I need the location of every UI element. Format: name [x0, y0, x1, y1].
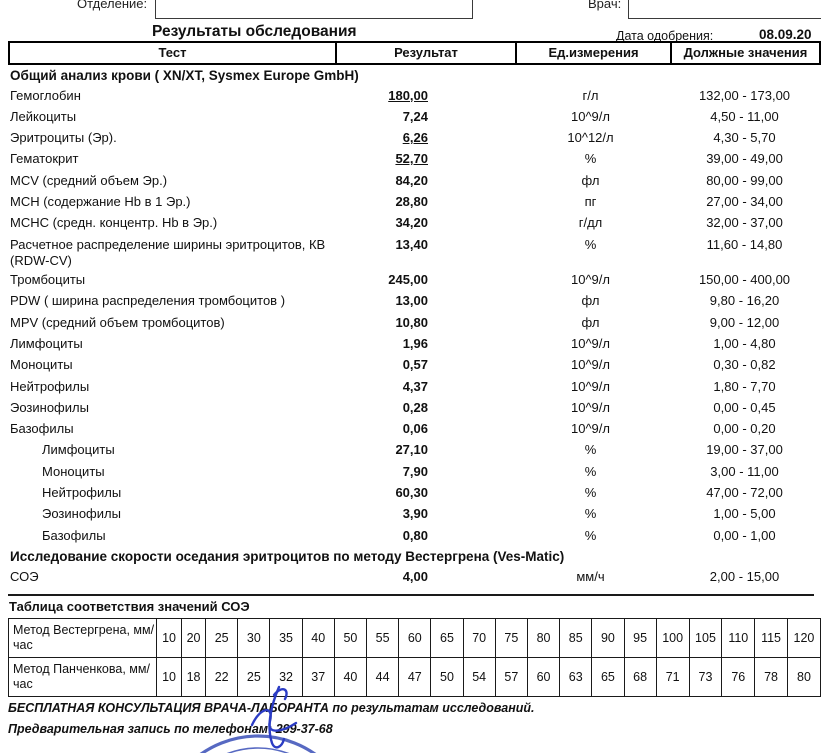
- unit-value: пг: [584, 193, 597, 209]
- table-row: [8, 376, 821, 397]
- soe-value: 18: [182, 658, 206, 697]
- soe-value: 55: [367, 619, 399, 658]
- soe-value: 65: [431, 619, 463, 658]
- unit-value: %: [584, 527, 597, 543]
- column-header: Тест: [158, 45, 187, 60]
- reference-range: 9,80 - 16,20: [709, 293, 780, 309]
- soe-method-label: Метод Вестергрена, мм/час: [9, 619, 157, 658]
- results-table: [8, 41, 821, 588]
- unit-value: 10^9/л: [571, 272, 610, 288]
- table-row: [8, 397, 821, 418]
- soe-value: 10: [157, 619, 182, 658]
- soe-correspondence-block: [8, 599, 821, 697]
- reference-range: 1,00 - 5,00: [713, 506, 776, 522]
- soe-table-body: [9, 619, 821, 697]
- soe-value: 80: [527, 619, 559, 658]
- section-title: Общий анализ крови ( XN/XT, Sysmex Europe GmbH): [10, 68, 359, 83]
- test-name: PDW ( ширина распределения тромбоцитов ): [10, 293, 286, 309]
- test-name: MCHC (средн. концентр. Hb в Эр.): [10, 215, 218, 231]
- result-value: 13,40: [395, 236, 428, 252]
- test-name: Эритроциты (Эр).: [10, 130, 117, 146]
- table-row: [8, 333, 821, 354]
- soe-value: 60: [399, 619, 431, 658]
- unit-value: 10^9/л: [571, 335, 610, 351]
- soe-value: 78: [755, 658, 788, 697]
- table-row: [8, 483, 821, 504]
- soe-value: 63: [560, 658, 592, 697]
- doctor-label: Врач:: [588, 0, 622, 11]
- soe-value: 20: [182, 619, 206, 658]
- test-name: Базофилы: [10, 421, 74, 437]
- soe-value: 100: [656, 619, 689, 658]
- soe-value: 35: [270, 619, 302, 658]
- reference-range: 4,50 - 11,00: [710, 108, 779, 124]
- test-name: Гематокрит: [10, 151, 79, 167]
- table-row: [8, 106, 821, 127]
- soe-value: 73: [689, 658, 722, 697]
- table-row: [8, 149, 821, 170]
- unit-value: 10^9/л: [571, 108, 610, 124]
- table-row: [8, 440, 821, 461]
- soe-value: 120: [787, 619, 820, 658]
- result-value: 4,37: [402, 378, 428, 394]
- test-name: Базофилы: [42, 527, 106, 543]
- table-row: [8, 234, 821, 270]
- result-value: 27,10: [395, 442, 428, 458]
- table-row: [8, 85, 821, 106]
- unit-value: 10^9/л: [571, 399, 610, 415]
- soe-value: 70: [463, 619, 495, 658]
- unit-value: 10^9/л: [571, 378, 610, 394]
- test-name: Лейкоциты: [10, 108, 77, 124]
- result-value: 13,00: [395, 293, 428, 309]
- soe-value: 105: [689, 619, 722, 658]
- test-name: Лимфоциты: [10, 335, 83, 351]
- table-row: [8, 270, 821, 291]
- result-value: 7,24: [402, 108, 428, 124]
- test-name: Нейтрофилы: [42, 485, 122, 501]
- table-row: [8, 312, 821, 333]
- result-value: 10,80: [395, 314, 428, 330]
- reference-range: 1,80 - 7,70: [713, 378, 776, 394]
- unit-value: фл: [581, 172, 600, 188]
- table-row: [8, 355, 821, 376]
- table-row: [8, 566, 821, 587]
- test-name: Моноциты: [42, 463, 105, 479]
- unit-value: %: [584, 236, 597, 252]
- reference-range: 19,00 - 37,00: [706, 442, 783, 458]
- soe-value: 95: [624, 619, 656, 658]
- reference-range: 11,60 - 14,80: [706, 236, 783, 252]
- soe-value: 22: [206, 658, 238, 697]
- unit-value: фл: [581, 314, 600, 330]
- soe-value: 37: [302, 658, 334, 697]
- test-name: MCV (средний объем Эр.): [10, 172, 168, 188]
- unit-value: %: [584, 485, 597, 501]
- unit-value: фл: [581, 293, 600, 309]
- test-name: Гемоглобин: [10, 87, 81, 103]
- section-title: Исследование скорости оседания эритроцитов по методу Вестергрена (Ves-Matic): [10, 549, 565, 565]
- soe-value: 65: [592, 658, 624, 697]
- reference-range: 9,00 - 12,00: [709, 314, 780, 330]
- department-input[interactable]: [155, 0, 473, 19]
- free-consultation-note: БЕСПЛАТНАЯ КОНСУЛЬТАЦИЯ ВРАЧА-ЛАБОРАНТА по результатам исследований.: [8, 701, 535, 715]
- soe-value: 85: [560, 619, 592, 658]
- column-header: Должные значения: [670, 43, 819, 63]
- unit-value: %: [584, 463, 597, 479]
- result-value: 60,30: [395, 485, 428, 501]
- table-row: [8, 170, 821, 191]
- table-row: [8, 461, 821, 482]
- table-row: [8, 504, 821, 525]
- reference-range: 0,00 - 0,45: [713, 399, 776, 415]
- table-row: [8, 291, 821, 312]
- soe-value: 40: [302, 619, 334, 658]
- approval-date-label: Дата одобрения:: [616, 29, 714, 43]
- phone-booking-note: Предварительная запись по телефонам: 299-37-68: [8, 722, 333, 736]
- table-row: [8, 128, 821, 149]
- unit-value: 10^12/л: [567, 130, 614, 146]
- soe-value: 44: [367, 658, 399, 697]
- test-name: Эозинофилы: [10, 399, 89, 415]
- test-name: Расчетное распределение ширины эритроцитов, КВ (RDW-CV): [10, 236, 326, 269]
- reference-range: 0,00 - 1,00: [713, 527, 776, 543]
- unit-value: мм/ч: [576, 568, 605, 584]
- reference-range: 132,00 - 173,00: [698, 87, 791, 103]
- result-value: 0,06: [402, 421, 428, 437]
- reference-range: 2,00 - 15,00: [709, 568, 780, 584]
- result-value: 245,00: [388, 272, 428, 288]
- reference-range: 4,30 - 5,70: [713, 130, 776, 146]
- reference-range: 0,30 - 0,82: [713, 357, 776, 373]
- reference-range: 150,00 - 400,00: [698, 272, 791, 288]
- result-value: 1,96: [402, 335, 428, 351]
- unit-value: %: [584, 151, 597, 167]
- separator-line: [8, 594, 814, 596]
- table-row: [8, 191, 821, 212]
- result-value: 34,20: [395, 215, 428, 231]
- soe-value: 90: [592, 619, 624, 658]
- test-name: MPV (средний объем тромбоцитов): [10, 314, 225, 330]
- unit-value: 10^9/л: [571, 357, 610, 373]
- table-row: [8, 419, 821, 440]
- result-value: 28,80: [395, 193, 428, 209]
- doctor-input[interactable]: [628, 0, 821, 19]
- soe-table: [8, 618, 821, 697]
- unit-value: г/дл: [578, 215, 603, 231]
- results-header-row: [8, 41, 821, 65]
- soe-value: 71: [656, 658, 689, 697]
- reference-range: 1,00 - 4,80: [713, 335, 776, 351]
- unit-value: %: [584, 442, 597, 458]
- soe-value: 57: [495, 658, 527, 697]
- result-value: 52,70: [395, 151, 428, 167]
- soe-value: 25: [206, 619, 238, 658]
- soe-value: 110: [722, 619, 755, 658]
- soe-row: [9, 658, 821, 697]
- result-value: 0,57: [402, 357, 428, 373]
- test-name: Нейтрофилы: [10, 378, 90, 394]
- reference-range: 3,00 - 11,00: [710, 463, 779, 479]
- soe-value: 80: [787, 658, 820, 697]
- soe-value: 47: [399, 658, 431, 697]
- test-name: Тромбоциты: [10, 272, 86, 288]
- result-value: 0,80: [402, 527, 428, 543]
- reference-range: 47,00 - 72,00: [706, 485, 783, 501]
- soe-value: 50: [334, 619, 366, 658]
- page-title: Результаты обследования: [152, 23, 357, 40]
- soe-value: 76: [722, 658, 755, 697]
- soe-value: 50: [431, 658, 463, 697]
- reference-range: 39,00 - 49,00: [706, 151, 783, 167]
- column-header: Ед.измерения: [515, 43, 670, 63]
- soe-value: 32: [270, 658, 302, 697]
- results-body: [8, 65, 821, 588]
- result-value: 7,90: [402, 463, 428, 479]
- soe-value: 30: [238, 619, 270, 658]
- table-row: [8, 213, 821, 234]
- test-name: MCH (содержание Hb в 1 Эр.): [10, 193, 191, 209]
- result-value: 4,00: [402, 568, 428, 584]
- result-value: 6,26: [402, 130, 428, 146]
- result-value: 180,00: [388, 87, 428, 103]
- soe-method-label: Метод Панченкова, мм/час: [9, 658, 157, 697]
- reference-range: 27,00 - 34,00: [706, 193, 783, 209]
- test-name: СОЭ: [10, 568, 39, 584]
- unit-value: %: [584, 506, 597, 522]
- soe-value: 40: [334, 658, 366, 697]
- soe-value: 75: [495, 619, 527, 658]
- unit-value: 10^9/л: [571, 421, 610, 437]
- column-header: Результат: [335, 43, 515, 63]
- result-value: 0,28: [402, 399, 428, 415]
- unit-value: г/л: [582, 87, 599, 103]
- round-seal-and-signature: [156, 681, 370, 753]
- soe-table-title: Таблица соответствия значений СОЭ: [9, 599, 250, 614]
- soe-value: 10: [157, 658, 182, 697]
- test-name: Моноциты: [10, 357, 73, 373]
- reference-range: 32,00 - 37,00: [706, 215, 783, 231]
- soe-value: 25: [238, 658, 270, 697]
- test-name: Лимфоциты: [42, 442, 115, 458]
- reference-range: 0,00 - 0,20: [713, 421, 776, 437]
- department-label: Отделение:: [77, 0, 148, 11]
- soe-value: 68: [624, 658, 656, 697]
- reference-range: 80,00 - 99,00: [706, 172, 783, 188]
- result-value: 3,90: [402, 506, 428, 522]
- soe-row: [9, 619, 821, 658]
- table-row: [8, 525, 821, 546]
- test-name: Эозинофилы: [42, 506, 121, 522]
- approval-date-value: 08.09.20: [759, 27, 812, 42]
- soe-value: 115: [755, 619, 788, 658]
- soe-value: 54: [463, 658, 495, 697]
- result-value: 84,20: [395, 172, 428, 188]
- seal-icon: [159, 736, 357, 753]
- soe-value: 60: [527, 658, 559, 697]
